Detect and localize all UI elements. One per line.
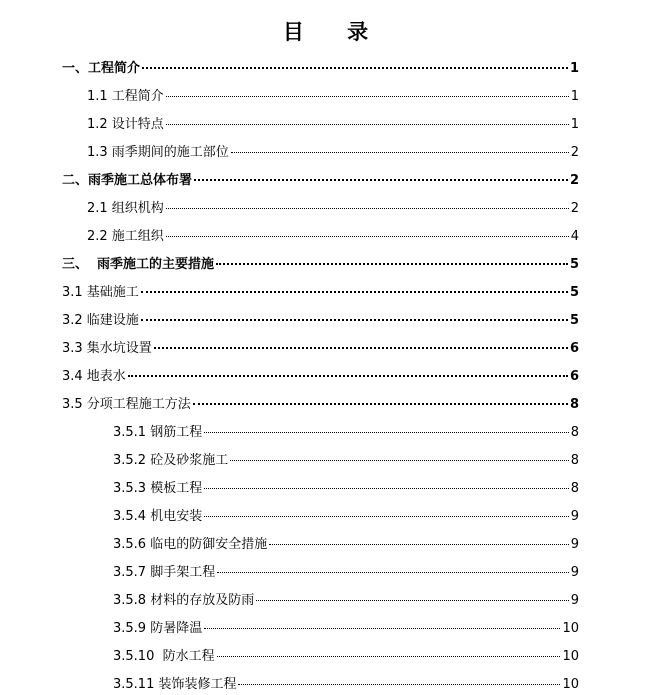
toc-entry[interactable] xyxy=(113,451,579,471)
toc-entry-label: 3.3 集水坑设置 xyxy=(62,341,152,356)
toc-entry-label: 3.5.3 模板工程 xyxy=(113,481,203,496)
toc-leader xyxy=(194,179,568,181)
toc-page-number: 9 xyxy=(570,593,579,608)
toc-title: 目 录 xyxy=(282,20,387,44)
toc-entry[interactable] xyxy=(113,647,579,667)
toc-page-number: 2 xyxy=(570,145,579,160)
toc-leader xyxy=(216,263,568,265)
toc-leader xyxy=(269,544,569,545)
toc-entry[interactable] xyxy=(62,311,579,331)
toc-entry-label: 3.5.11 装饰装修工程 xyxy=(113,677,237,692)
toc-entry-label: 1.2 设计特点 xyxy=(87,117,164,132)
toc-leader xyxy=(217,656,561,657)
toc-entry[interactable] xyxy=(62,171,579,191)
toc-entry[interactable] xyxy=(62,59,579,79)
toc-page-number: 2 xyxy=(570,201,579,216)
toc-entry[interactable] xyxy=(62,255,579,275)
toc-page-number: 6 xyxy=(569,341,579,356)
toc-leader xyxy=(193,403,568,405)
toc-entry[interactable] xyxy=(113,619,579,639)
toc-entry-label: 3.2 临建设施 xyxy=(62,313,139,328)
toc-entry[interactable] xyxy=(113,507,579,527)
toc-entry-label: 3.5.10 防水工程 xyxy=(113,649,215,664)
toc-leader xyxy=(154,347,568,349)
toc-page-number: 9 xyxy=(570,509,579,524)
toc-entry[interactable] xyxy=(87,199,579,219)
toc-leader xyxy=(204,488,569,489)
toc-entry-label: 3.4 地表水 xyxy=(62,369,126,384)
toc-leader xyxy=(204,432,569,433)
toc-leader xyxy=(166,236,569,237)
toc-page-number: 8 xyxy=(569,397,579,412)
toc-page-number: 1 xyxy=(569,61,579,76)
toc-entry[interactable] xyxy=(113,479,579,499)
toc-entry-label: 一、工程简介 xyxy=(62,61,141,76)
toc-entry[interactable] xyxy=(113,563,579,583)
toc-page-number: 1 xyxy=(570,89,579,104)
toc-entry[interactable] xyxy=(113,535,579,555)
toc-page-number: 8 xyxy=(570,481,579,496)
toc-page-number: 8 xyxy=(570,425,579,440)
toc-entry-label: 3.5.1 钢筋工程 xyxy=(113,425,203,440)
toc-leader xyxy=(166,96,569,97)
toc-leader xyxy=(217,572,569,573)
toc-entry-label: 3.5.2 砼及砂浆施工 xyxy=(113,453,229,468)
toc-page-number: 8 xyxy=(570,453,579,468)
toc-leader xyxy=(142,67,568,69)
toc-entry[interactable] xyxy=(113,423,579,443)
toc-leader xyxy=(204,628,560,629)
toc-leader xyxy=(141,319,568,321)
toc-leader xyxy=(166,124,569,125)
toc-entry[interactable] xyxy=(87,115,579,135)
toc-entry[interactable] xyxy=(87,227,579,247)
toc-page-number: 5 xyxy=(569,285,579,300)
toc-page-number: 5 xyxy=(569,313,579,328)
toc-leader xyxy=(128,375,568,377)
toc-page-number: 9 xyxy=(570,565,579,580)
toc-entry[interactable] xyxy=(87,143,579,163)
toc-leader xyxy=(166,208,569,209)
toc-entry-label: 3.5 分项工程施工方法 xyxy=(62,397,191,412)
toc-entry-label: 2.1 组织机构 xyxy=(87,201,164,216)
toc-leader xyxy=(256,600,569,601)
toc-page-number: 10 xyxy=(562,621,579,636)
toc-entry[interactable] xyxy=(113,675,579,695)
toc-entry-label: 1.1 工程简介 xyxy=(87,89,164,104)
toc-entry-label: 3.5.7 脚手架工程 xyxy=(113,565,216,580)
toc-page-number: 4 xyxy=(570,229,579,244)
toc-entry-label: 二、雨季施工总体布署 xyxy=(62,173,193,188)
toc-page-number: 1 xyxy=(570,117,579,132)
toc-leader xyxy=(231,152,569,153)
toc-page-number: 2 xyxy=(569,173,579,188)
toc-entry-label: 1.3 雨季期间的施工部位 xyxy=(87,145,229,160)
toc-leader xyxy=(141,291,568,293)
toc-entry-label: 2.2 施工组织 xyxy=(87,229,164,244)
toc-page-number: 9 xyxy=(570,537,579,552)
toc-entry-label: 3.5.9 防暑降温 xyxy=(113,621,203,636)
toc-leader xyxy=(230,460,569,461)
toc-entry-label: 3.5.8 材料的存放及防雨 xyxy=(113,593,255,608)
toc-entry[interactable] xyxy=(87,87,579,107)
toc-page-number: 10 xyxy=(562,649,579,664)
toc-entry[interactable] xyxy=(113,591,579,611)
toc-entry-label: 3.1 基础施工 xyxy=(62,285,139,300)
toc-entry[interactable] xyxy=(62,339,579,359)
toc-page-number: 6 xyxy=(569,369,579,384)
toc-leader xyxy=(238,684,560,685)
toc-page-number: 5 xyxy=(569,257,579,272)
toc-entry[interactable] xyxy=(62,283,579,303)
toc-leader xyxy=(204,516,569,517)
toc-entry-label: 3.5.4 机电安装 xyxy=(113,509,203,524)
toc-entry[interactable] xyxy=(62,395,579,415)
toc-entry[interactable] xyxy=(62,367,579,387)
toc-page-number: 10 xyxy=(562,677,579,692)
toc-entry-label: 3.5.6 临电的防御安全措施 xyxy=(113,537,268,552)
toc-entry-label: 三、 雨季施工的主要措施 xyxy=(62,257,215,272)
